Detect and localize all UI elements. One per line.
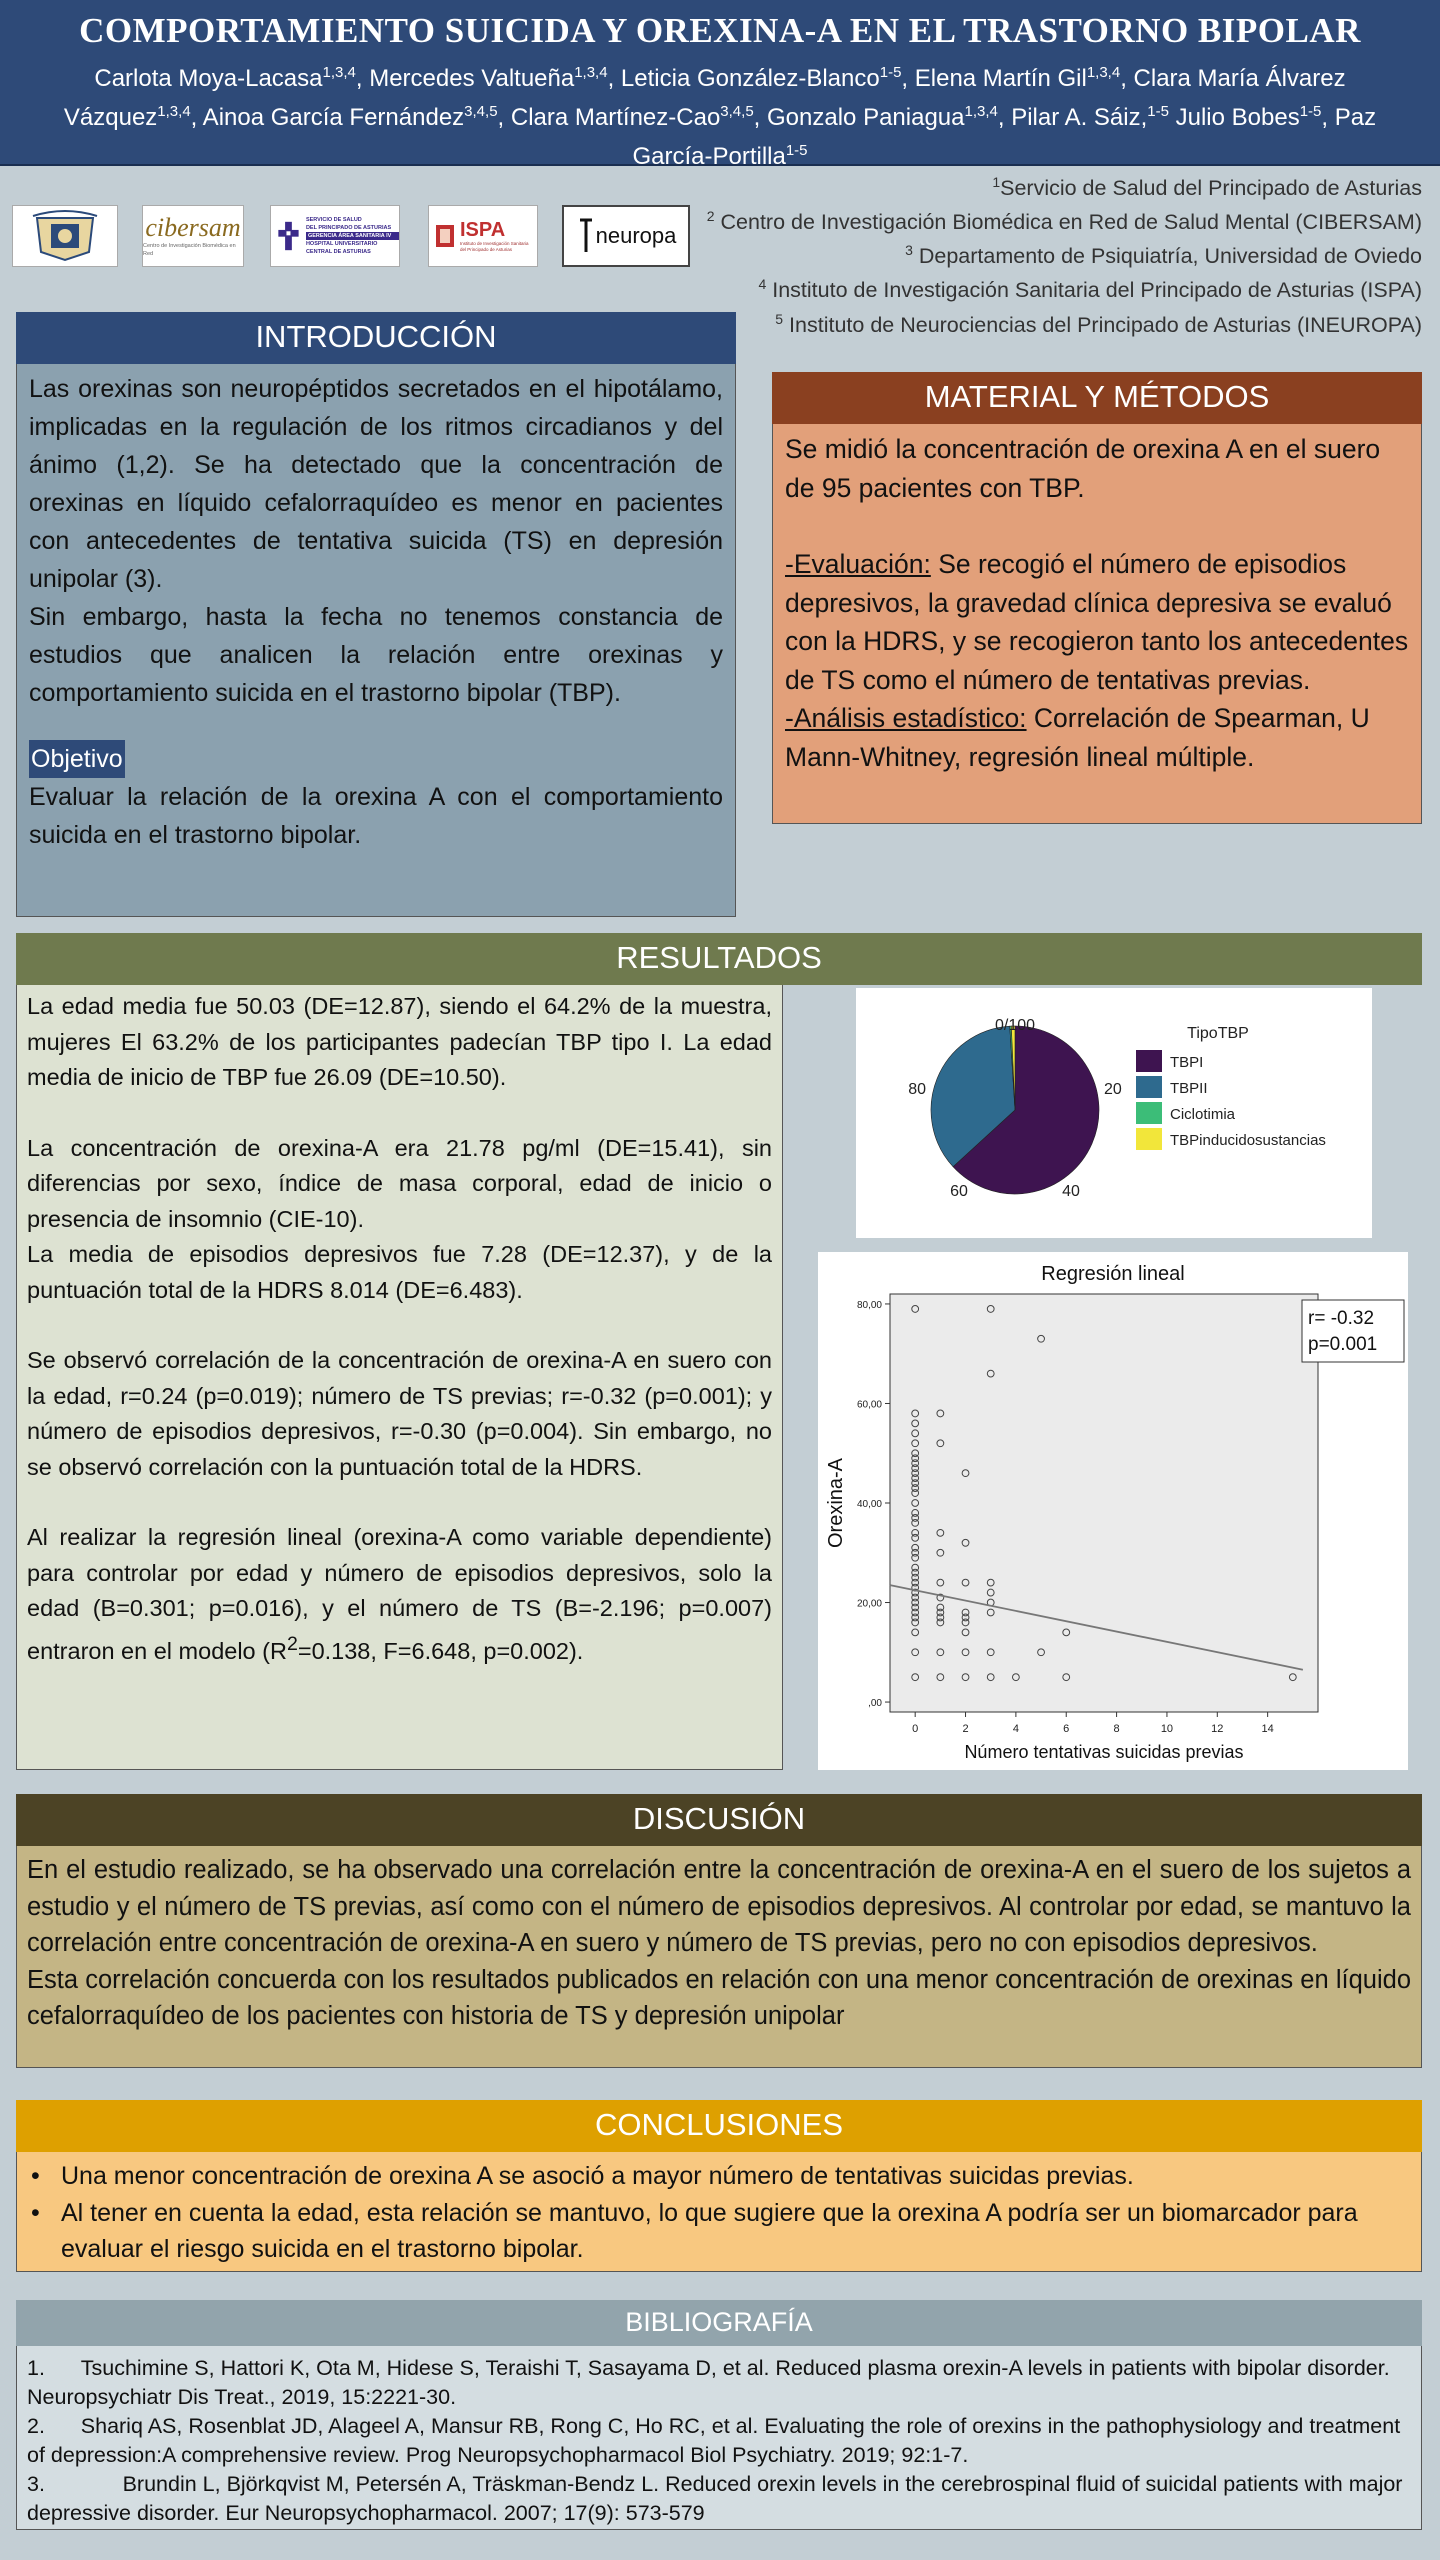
sespa-text-4: HOSPITAL UNIVERSITARIO CENTRAL DE ASTURIAS bbox=[305, 241, 378, 255]
methods-heading: MATERIAL Y MÉTODOS bbox=[772, 372, 1422, 424]
y-axis-label: Orexina-A bbox=[825, 1457, 847, 1549]
discussion-heading: DISCUSIÓN bbox=[16, 1794, 1422, 1846]
plot-area bbox=[890, 1294, 1318, 1712]
results-paragraph-4: Se observó correlación de la concentración de orexina-A en suero con la edad, r=0.24 (p=0.019); número de TS previas; r=-0.32 (p=0.001); y número de episodios depresivos, r=-0.30 (p=0.004). Sin embargo, no se observó correlación con la puntuación total de la HDRS. bbox=[27, 1347, 772, 1480]
pie-legend-swatch bbox=[1136, 1050, 1162, 1072]
pie-legend-title: TipoTBP bbox=[1187, 1025, 1249, 1042]
ineuropa-logo bbox=[562, 205, 690, 267]
ispa-logo-text: ISPA bbox=[460, 219, 506, 241]
sespa-text-3: GERENCIA ÁREA SANITARIA IV bbox=[306, 232, 399, 240]
pie-tick-label: 20 bbox=[1104, 1081, 1122, 1098]
conclusion-item: • Una menor concentración de orexina A se asoció a mayor número de tentativas suicidas previas. bbox=[31, 2158, 1407, 2195]
discussion-section bbox=[16, 1846, 1422, 2068]
cibersam-logo-text: cibersam bbox=[145, 213, 241, 242]
x-tick-label: 14 bbox=[1261, 1723, 1274, 1735]
pie-legend-swatch bbox=[1136, 1076, 1162, 1098]
annotation-r: r= -0.32 bbox=[1308, 1308, 1375, 1329]
objective-text: Evaluar la relación de la orexina A con el comportamiento suicida en el trastorno bipolar. bbox=[29, 783, 723, 849]
methods-statistics bbox=[785, 699, 1409, 776]
regression-chart-panel bbox=[818, 1252, 1408, 1770]
intro-paragraph-1: Las orexinas son neuropéptidos secretados en el hipotálamo, implicadas en la regulación de los ritmos circadianos y del ánimo (1,2). Se ha detectado que la concentración de orexinas en líquido cefalorraquídeo es menor en pacientes con antecedentes de tentativa suicida (TS) en depresión unipolar (3). bbox=[29, 375, 723, 593]
affiliation-1: $^1$Servicio de Salud del Principado de Asturias bbox=[992, 174, 1422, 201]
pie-tick-label: 60 bbox=[950, 1183, 968, 1200]
pie-chart-panel bbox=[856, 988, 1372, 1238]
pie-tick-label: 40 bbox=[1062, 1183, 1080, 1200]
x-tick-label: 12 bbox=[1211, 1723, 1224, 1735]
pie-tick-label: 80 bbox=[908, 1081, 926, 1098]
chart-title: Regresión lineal bbox=[1041, 1263, 1185, 1285]
y-tick-label: 80,00 bbox=[856, 1299, 882, 1311]
methods-paragraph-1: Se midió la concentración de orexina A en el suero de 95 pacientes con TBP. bbox=[785, 434, 1381, 503]
methods-evaluation bbox=[785, 545, 1409, 699]
results-paragraph-3: La media de episodios depresivos fue 7.28 (DE=12.37), y de la puntuación total de la HDRS 8.014 (DE=6.483). bbox=[27, 1241, 772, 1303]
x-tick-label: 2 bbox=[962, 1723, 969, 1735]
x-tick-label: 4 bbox=[1012, 1723, 1019, 1735]
reference-1: 1. Tsuchimine S, Hattori K, Ota M, Hidese S, Teraishi T, Sasayama D, et al. Reduced plasma orexin-A levels in patients with bipolar disorder. Neuropsychiatr Dis Treat., 2019, 15:2221-30. bbox=[27, 2356, 1390, 2409]
introduction-heading: INTRODUCCIÓN bbox=[16, 312, 736, 364]
pie-legend-label: TBPinducidosustancias bbox=[1170, 1132, 1326, 1149]
evaluation-label: -Evaluación: bbox=[785, 549, 931, 579]
ineuropa-logo-text: neuropa bbox=[595, 223, 677, 248]
conclusions-section bbox=[16, 2152, 1422, 2272]
affiliation-5: $^5$ Instituto de Neurociencias del Principado de Asturias (INEUROPA) bbox=[775, 310, 1422, 337]
conclusions-list bbox=[17, 2152, 1421, 2274]
ispa-logo-subtext: Instituto de Investigación Sanitaria del Principado de Asturias bbox=[460, 241, 529, 252]
pie-legend-swatch bbox=[1136, 1102, 1162, 1124]
evaluation-text: Se recogió el número de episodios depresivos, la gravedad clínica depresiva se evaluó con la HDRS, y se recogieron tanto los antecedentes de TS como el número de tentativas previas. bbox=[785, 549, 1409, 695]
intro-paragraph-2: Sin embargo, hasta la fecha no tenemos constancia de estudios que analicen la relación entre orexinas y comportamiento suicida en el trastorno bipolar (TBP). bbox=[29, 603, 723, 707]
results-paragraph-2: La concentración de orexina-A era 21.78 pg/ml (DE=15.41), sin diferencias por sexo, índice de masa corporal, edad de inicio o presencia de insomnio (CIE-10). bbox=[27, 1134, 772, 1232]
statistics-text: Correlación de Spearman, U Mann-Whitney, regresión lineal múltiple. bbox=[785, 703, 1370, 772]
sespa-cross-icon bbox=[277, 213, 300, 259]
ineuropa-mark-icon bbox=[576, 216, 596, 256]
scatter-chart bbox=[818, 1252, 1408, 1770]
ispa-logo bbox=[428, 205, 538, 267]
x-tick-label: 8 bbox=[1113, 1723, 1120, 1735]
objective-label: Objetivo bbox=[29, 740, 125, 778]
authors: Carlota Moya-Lacasa$^{1,3,4}$, Mercedes Valtueña$^{1,3,4}$, Leticia González-Blanco$^{1-5}$, Elena Martín Gil$^{1,3,4}$, Clara María Álvarez Vázquez$^{1,3,4}$, Ainoa García Fernández$^{3,4,5}$, Clara Martínez-Cao$^{3,4,5}$, Gonzalo Paniagua$^{1,3,4}$, Pilar A. Sáiz,$^{1-5}$ Julio Bobes$^{1-5}$, Paz García-Portilla$^{1-5}$ bbox=[63, 64, 1377, 170]
cibersam-logo bbox=[142, 205, 244, 267]
annotation-p: p=0.001 bbox=[1308, 1334, 1378, 1355]
x-tick-label: 10 bbox=[1160, 1723, 1174, 1735]
results-paragraph-5: Al realizar la regresión lineal (orexina-A como variable dependiente) para controlar por edad y número de episodios depresivos, solo la edad (B=0.301; p=0.016), y el número de TS (B=-2.196; p=0.007) entraron en el modelo ($R^2=0.138$, F=6.648, p=0.002). bbox=[27, 1524, 772, 1664]
university-oviedo-logo bbox=[12, 205, 118, 267]
ispa-mark-icon bbox=[434, 221, 456, 251]
sespa-text-2: DEL PRINCIPADO DE ASTURIAS bbox=[305, 225, 392, 231]
y-tick-label: 20,00 bbox=[856, 1598, 882, 1610]
conclusion-item: • Al tener en cuenta la edad, esta relación se mantuvo, lo que sugiere que la orexina A podría ser un biomarcador para evaluar el riesgo suicida en el trastorno bipolar. bbox=[31, 2195, 1407, 2268]
statistics-label: -Análisis estadístico: bbox=[785, 703, 1027, 733]
poster-header bbox=[0, 0, 1440, 170]
sespa-logo bbox=[270, 205, 400, 267]
affiliation-3: $^3$ Departamento de Psiquiatría, Universidad de Oviedo bbox=[905, 242, 1422, 269]
reference-3: 3. Brundin L, Björkqvist M, Petersén A, Träskman-Bendz L. Reduced orexin levels in the cerebrospinal fluid of suicidal patients with major depressive disorder. Eur Neuropsychopharmacol. 2007; 17(9): 573-579 bbox=[27, 2472, 1403, 2525]
x-tick-label: 0 bbox=[912, 1723, 919, 1735]
results-paragraph-1: La edad media fue 50.03 (DE=12.87), siendo el 64.2% de la muestra, mujeres El 63.2% de los participantes padecían TBP tipo I. La edad media de inicio de TBP fue 26.09 (DE=10.50). bbox=[27, 993, 772, 1090]
reference-2: 2. Shariq AS, Rosenblat JD, Alageel A, Mansur RB, Rong C, Ho RC, et al. Evaluating the role of orexins in the pathophysiology and treatment of depression:A comprehensive review. Prog Neuropsychopharmacol Biol Psychiatry. 2019; 92:1-7. bbox=[27, 2414, 1401, 2467]
x-axis-label: Número tentativas suicidas previas bbox=[964, 1742, 1244, 1762]
discussion-paragraph-1: En el estudio realizado, se ha observado una correlación entre la concentración de orexina-A en el suero de los sujetos a estudio y el número de TS previas, así como con el número de episodios depresivos. Al controlar por edad, se mantuvo la correlación entre concentración de orexina-A en suero y número de TS previas, pero no con episodios depresivos. bbox=[27, 1856, 1411, 1957]
cibersam-logo-subtext: Centro de Investigación Biomédica en Red bbox=[143, 243, 236, 257]
pie-legend-label: Ciclotimia bbox=[1170, 1106, 1236, 1123]
pie-legend-label: TBPII bbox=[1170, 1080, 1208, 1097]
affiliation-2: $^2$ Centro de Investigación Biomédica en Red de Salud Mental (CIBERSAM) bbox=[706, 208, 1422, 235]
pie-legend-swatch bbox=[1136, 1128, 1162, 1150]
pie-chart bbox=[856, 988, 1372, 1238]
results-heading: RESULTADOS bbox=[16, 933, 1422, 985]
bibliography-heading: BIBLIOGRAFÍA bbox=[16, 2300, 1422, 2346]
methods-section bbox=[772, 424, 1422, 824]
conclusions-heading: CONCLUSIONES bbox=[16, 2100, 1422, 2152]
bibliography-section bbox=[16, 2346, 1422, 2530]
results-section bbox=[16, 985, 783, 1770]
y-tick-label: 60,00 bbox=[856, 1399, 882, 1411]
university-seal-icon bbox=[17, 208, 113, 264]
discussion-paragraph-2: Esta correlación concuerda con los resultados publicados en relación con una menor concentración de orexinas en líquido cefalorraquídeo de los pacientes con historia de TS y depresión unipolar bbox=[27, 1965, 1411, 2030]
sespa-text-1: SERVICIO DE SALUD bbox=[305, 217, 362, 223]
y-tick-label: ,00 bbox=[868, 1698, 882, 1710]
x-tick-label: 6 bbox=[1063, 1723, 1070, 1735]
pie-tick-label: 0/100 bbox=[994, 1017, 1036, 1034]
poster-title: COMPORTAMIENTO SUICIDA Y OREXINA-A EN EL TRASTORNO BIPOLAR bbox=[79, 11, 1361, 50]
affiliation-4: $^4$ Instituto de Investigación Sanitaria del Principado de Asturias (ISPA) bbox=[758, 276, 1422, 303]
pie-legend-label: TBPI bbox=[1170, 1054, 1204, 1071]
y-tick-label: 40,00 bbox=[856, 1499, 882, 1510]
introduction-section bbox=[16, 364, 736, 917]
